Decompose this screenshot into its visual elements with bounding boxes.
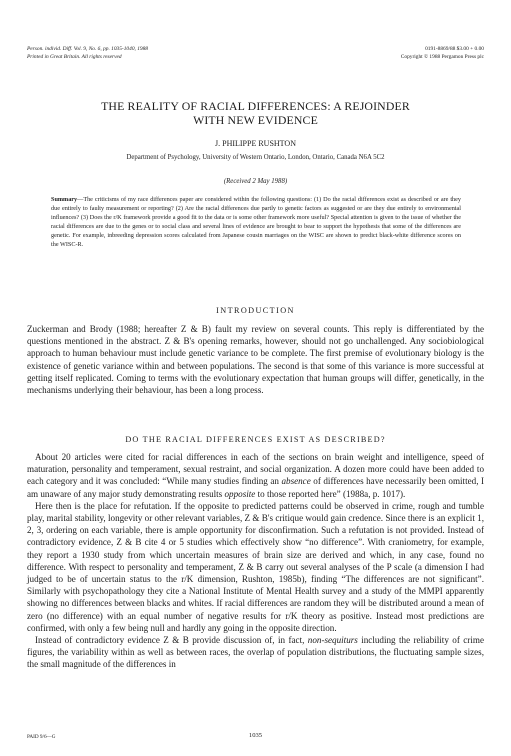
section-paragraph-3 bbox=[27, 634, 484, 671]
copyright-line: Copyright © 1988 Pergamon Press plc bbox=[400, 54, 484, 60]
received-date: (Received 2 May 1988) bbox=[223, 178, 288, 185]
paragraph-text: Instead of contradictory evidence Z & B provide discussion of, in fact, bbox=[35, 635, 308, 646]
paper-title-line1: THE REALITY OF RACIAL DIFFERENCES: A REJOINDER bbox=[101, 99, 410, 113]
page-number: 1035 bbox=[248, 732, 263, 739]
paragraph-text: About 20 articles were cited for racial differences in each of the sections on brain weight and intelligence, speed of maturation, personality and temperament, sexual restraint, and social organization. A dozen more could have been added to each category and it was concluded: “While many studies finding an bbox=[27, 452, 484, 487]
abstract-text: —The criticisms of my race differences paper are considered within the following questions: (1) Do the racial differences exist as described or are they due entirely to faulty measurement or reporting? (2) Are the racial differences due partly to genetic factors as suggested or are they due entirely to environmental influences? (3) Does the r/K framework provide a good fit to the data or is some other framework more useful? Special attention is given to the issue of whether the racial differences are due to the genes or to social class and several lines of evidence are brought to bear to support the hypothesis that some of the differences are genetic. For example, inbreeding depression scores calculated from Japanese cousin marriages on the WISC are shown to predict black-white difference scores on the WISC-R. bbox=[51, 196, 461, 248]
introduction-paragraph: Zuckerman and Brody (1988; hereafter Z & B) fault my review on several counts. This reply is differentiated by the questions mentioned in the abstract. Z & B's opening remarks, however, should not go unchallenged. Any sociobiological approach to human behaviour must include genetic variance to be complete. The first premise of evolutionary biology is the existence of genetic variance within and between populations. The second is that some of this variance is more successful at getting itself replicated. Coming to terms with the evolutionary expectation that human groups will differ, genetically, in the mechanisms underlying their behaviour, has been a long process. bbox=[27, 324, 484, 396]
copyright-block bbox=[401, 45, 484, 61]
price-code: 0191-8869/88 $3.00 + 0.00 bbox=[425, 46, 484, 52]
journal-citation-line2: Printed in Great Britain. All rights reserved bbox=[27, 54, 122, 60]
journal-citation bbox=[27, 45, 148, 61]
section-paragraph-2: Here then is the place for refutation. If the opposite to predicted patterns could be observed in crime, rough and tumble play, marital stability, longevity or other relevant variables, Z & B's critique would gain credence. Since there is an explicit 1, 2, 3, ordering on each variable, there is ample opportunity for disconfirmation. Such a refutation is not provided. Instead of contradictory evidence, Z & B cite 4 or 5 studies which effectively show “no difference”. With craniometry, for example, they report a 1930 study from which uncertain measures of brain size are derived and which, in any case, found no difference. With respect to personality and temperament, Z & B carry out several analyses of the P scale (a dimension I had judged to be of uncertain status to the r/K dimension, Rushton, 1985b), finding “The differences are not significant”. Similarly with psychopathology they cite a National Institute of Mental Health survey and a study of the MMPI apparently showing no differences between blacks and whites. If racial differences are random they will be distributed around a mean of zero (no difference) with an equal number of negative results for r/K theory as positive. Instead most predictions are confirmed, with only a few being null and hardly any going in the opposite direction. bbox=[27, 500, 484, 633]
emphasis-text: absence bbox=[281, 476, 311, 487]
abstract bbox=[51, 196, 461, 249]
introduction-heading: INTRODUCTION bbox=[216, 306, 295, 315]
emphasis-text: non-sequiturs bbox=[307, 635, 358, 646]
footer-code: PAID 9/6—G bbox=[27, 734, 56, 740]
introduction-body bbox=[27, 323, 484, 396]
paragraph-text: of differences have necessarily been omitted, I am unaware of any major study demonstrating results bbox=[27, 476, 485, 499]
paragraph-text: including the reliability of crime figures, the variability within as well as between races, the overlap of population distributions, the fluctuating sample sizes, the small magnitude of the differences in bbox=[27, 635, 484, 670]
author-name: J. PHILIPPE RUSHTON bbox=[215, 139, 296, 148]
section-heading-racial-differences: DO THE RACIAL DIFFERENCES EXIST AS DESCRIBED? bbox=[125, 435, 386, 444]
section-paragraph-1 bbox=[27, 451, 484, 500]
author-affiliation: Department of Psychology, University of Western Ontario, London, Ontario, Canada N6A 5C2 bbox=[126, 154, 385, 161]
paper-title bbox=[30, 99, 481, 127]
section-body bbox=[27, 451, 484, 671]
emphasis-text: opposite bbox=[224, 488, 256, 499]
journal-citation-line1: Person. individ. Diff. Vol. 9, No. 6, pp. 1035-1040, 1988 bbox=[27, 46, 148, 52]
paper-title-line2: WITH NEW EVIDENCE bbox=[193, 113, 318, 127]
abstract-label: Summary bbox=[51, 196, 78, 203]
paragraph-text: to those reported here” (1988a, p. 1017). bbox=[255, 488, 406, 499]
